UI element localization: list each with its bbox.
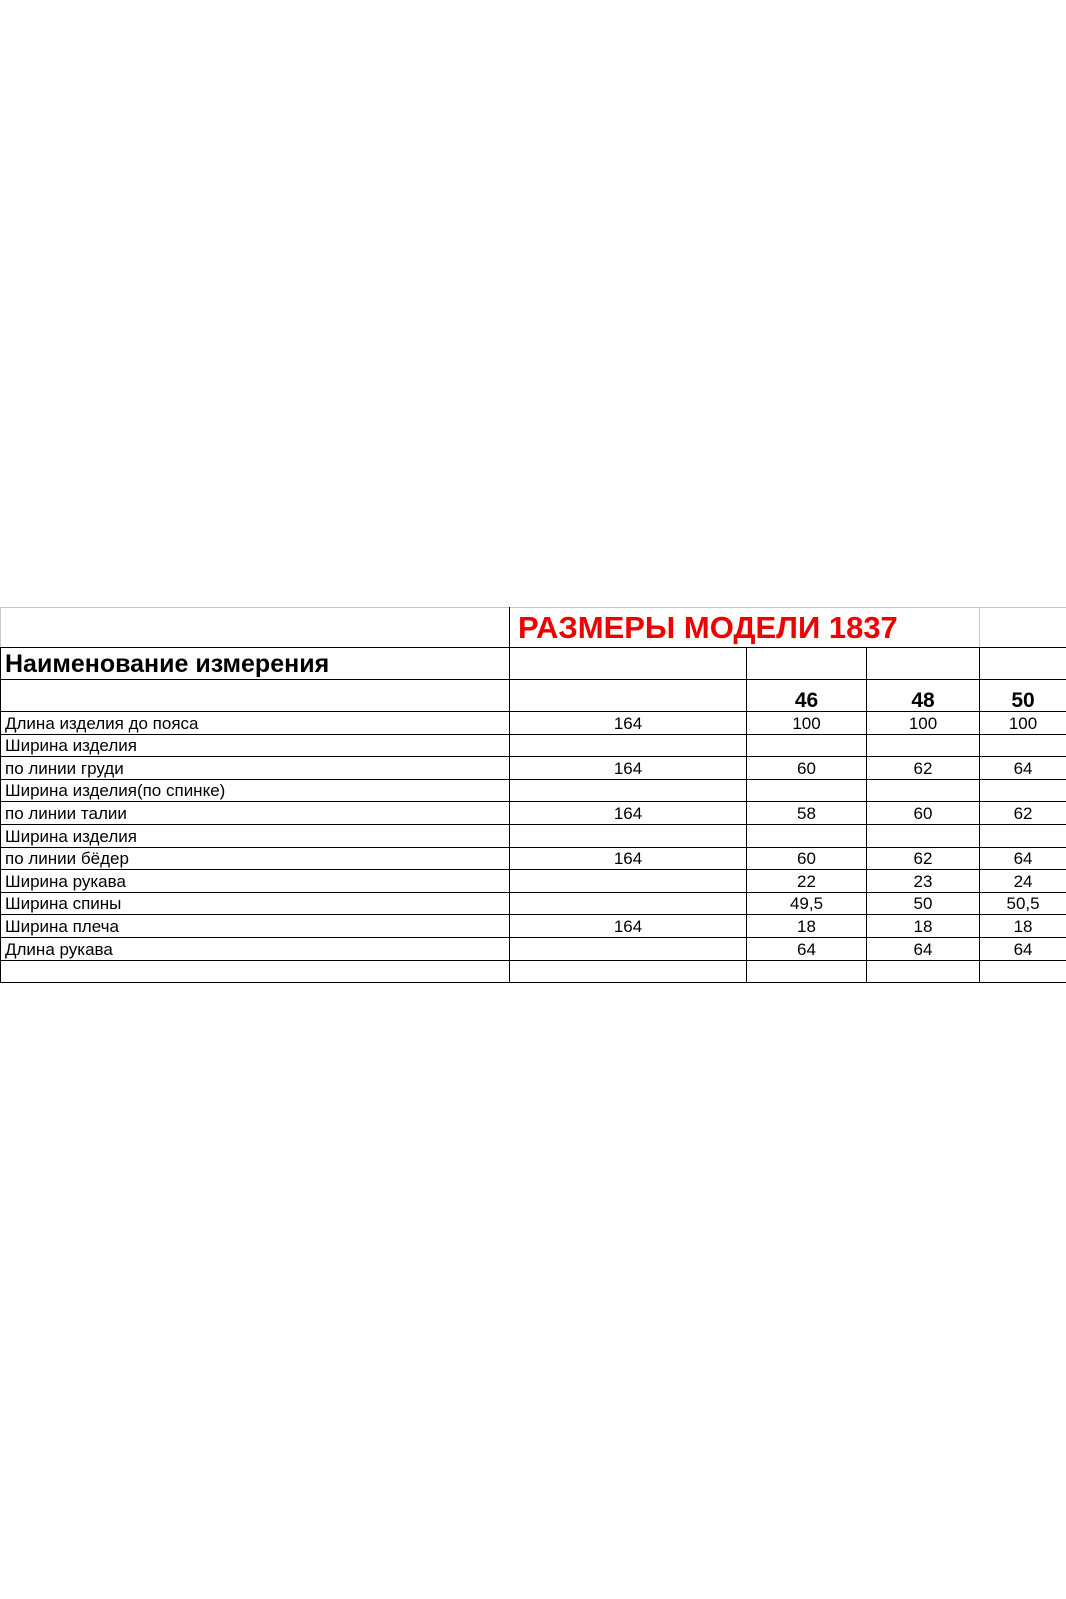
height-value — [510, 937, 747, 960]
empty-header-cell — [510, 648, 747, 680]
size-48-value: 18 — [867, 915, 980, 938]
size-48-value — [867, 734, 980, 757]
sizes-row — [1, 680, 1066, 712]
table-row — [1, 712, 1066, 735]
table-row — [1, 802, 1066, 825]
table-row — [1, 779, 1066, 802]
size-50-value — [980, 779, 1066, 802]
table-row — [1, 870, 1066, 893]
chart-title: РАЗМЕРЫ МОДЕЛИ 1837 — [510, 608, 980, 648]
empty-header-cell — [867, 648, 980, 680]
table-row — [1, 847, 1066, 870]
measurement-label: по линии груди — [1, 757, 510, 780]
size-46-header: 46 — [747, 680, 867, 712]
measurement-label — [1, 960, 510, 983]
measurement-label: Ширина спины — [1, 892, 510, 915]
size-48-value: 50 — [867, 892, 980, 915]
size-50-value: 100 — [980, 712, 1066, 735]
measurement-label: по линии бёдер — [1, 847, 510, 870]
height-value: 164 — [510, 915, 747, 938]
size-chart-table — [0, 607, 1066, 983]
table-row — [1, 892, 1066, 915]
height-value: 164 — [510, 802, 747, 825]
size-46-value: 49,5 — [747, 892, 867, 915]
size-50-value: 64 — [980, 937, 1066, 960]
size-48-value — [867, 779, 980, 802]
size-48-value: 64 — [867, 937, 980, 960]
height-value: 164 — [510, 712, 747, 735]
size-46-value: 64 — [747, 937, 867, 960]
height-value — [510, 870, 747, 893]
size-46-value — [747, 824, 867, 847]
empty-header-cell — [980, 648, 1066, 680]
table-row — [1, 960, 1066, 983]
size-46-value — [747, 960, 867, 983]
size-46-value: 100 — [747, 712, 867, 735]
title-spacer-cell — [1, 608, 510, 648]
size-50-value — [980, 824, 1066, 847]
size-50-value: 64 — [980, 847, 1066, 870]
size-48-value: 100 — [867, 712, 980, 735]
measurement-label: Длина рукава — [1, 937, 510, 960]
height-value — [510, 892, 747, 915]
height-value — [510, 960, 747, 983]
size-50-value — [980, 960, 1066, 983]
size-50-value: 24 — [980, 870, 1066, 893]
empty-header-cell — [747, 648, 867, 680]
empty-header-cell — [1, 680, 510, 712]
measurement-label: Ширина рукава — [1, 870, 510, 893]
size-48-value: 23 — [867, 870, 980, 893]
measurement-label: Ширина плеча — [1, 915, 510, 938]
measurement-label: Длина изделия до пояса — [1, 712, 510, 735]
empty-header-cell — [510, 680, 747, 712]
heading-row — [1, 648, 1066, 680]
size-46-value: 60 — [747, 757, 867, 780]
height-value — [510, 734, 747, 757]
measurement-label: Ширина изделия — [1, 824, 510, 847]
table-row — [1, 757, 1066, 780]
size-48-value: 62 — [867, 847, 980, 870]
table-row — [1, 937, 1066, 960]
size-50-value: 50,5 — [980, 892, 1066, 915]
height-value: 164 — [510, 757, 747, 780]
measurement-label: Ширина изделия(по спинке) — [1, 779, 510, 802]
title-row — [1, 608, 1066, 648]
title-end-cell — [980, 608, 1066, 648]
size-48-value — [867, 824, 980, 847]
measurement-name-heading: Наименование измерения — [1, 648, 510, 680]
size-46-value — [747, 734, 867, 757]
size-50-header: 50 — [980, 680, 1066, 712]
height-value — [510, 824, 747, 847]
size-50-value: 18 — [980, 915, 1066, 938]
table-row — [1, 915, 1066, 938]
size-50-value: 64 — [980, 757, 1066, 780]
size-46-value: 58 — [747, 802, 867, 825]
size-46-value — [747, 779, 867, 802]
table-row — [1, 734, 1066, 757]
size-48-header: 48 — [867, 680, 980, 712]
height-value — [510, 779, 747, 802]
size-50-value — [980, 734, 1066, 757]
size-46-value: 22 — [747, 870, 867, 893]
size-46-value: 60 — [747, 847, 867, 870]
size-50-value: 62 — [980, 802, 1066, 825]
measurement-label: по линии талии — [1, 802, 510, 825]
measurement-label: Ширина изделия — [1, 734, 510, 757]
size-46-value: 18 — [747, 915, 867, 938]
size-48-value: 62 — [867, 757, 980, 780]
size-48-value: 60 — [867, 802, 980, 825]
height-value: 164 — [510, 847, 747, 870]
table-row — [1, 824, 1066, 847]
size-48-value — [867, 960, 980, 983]
